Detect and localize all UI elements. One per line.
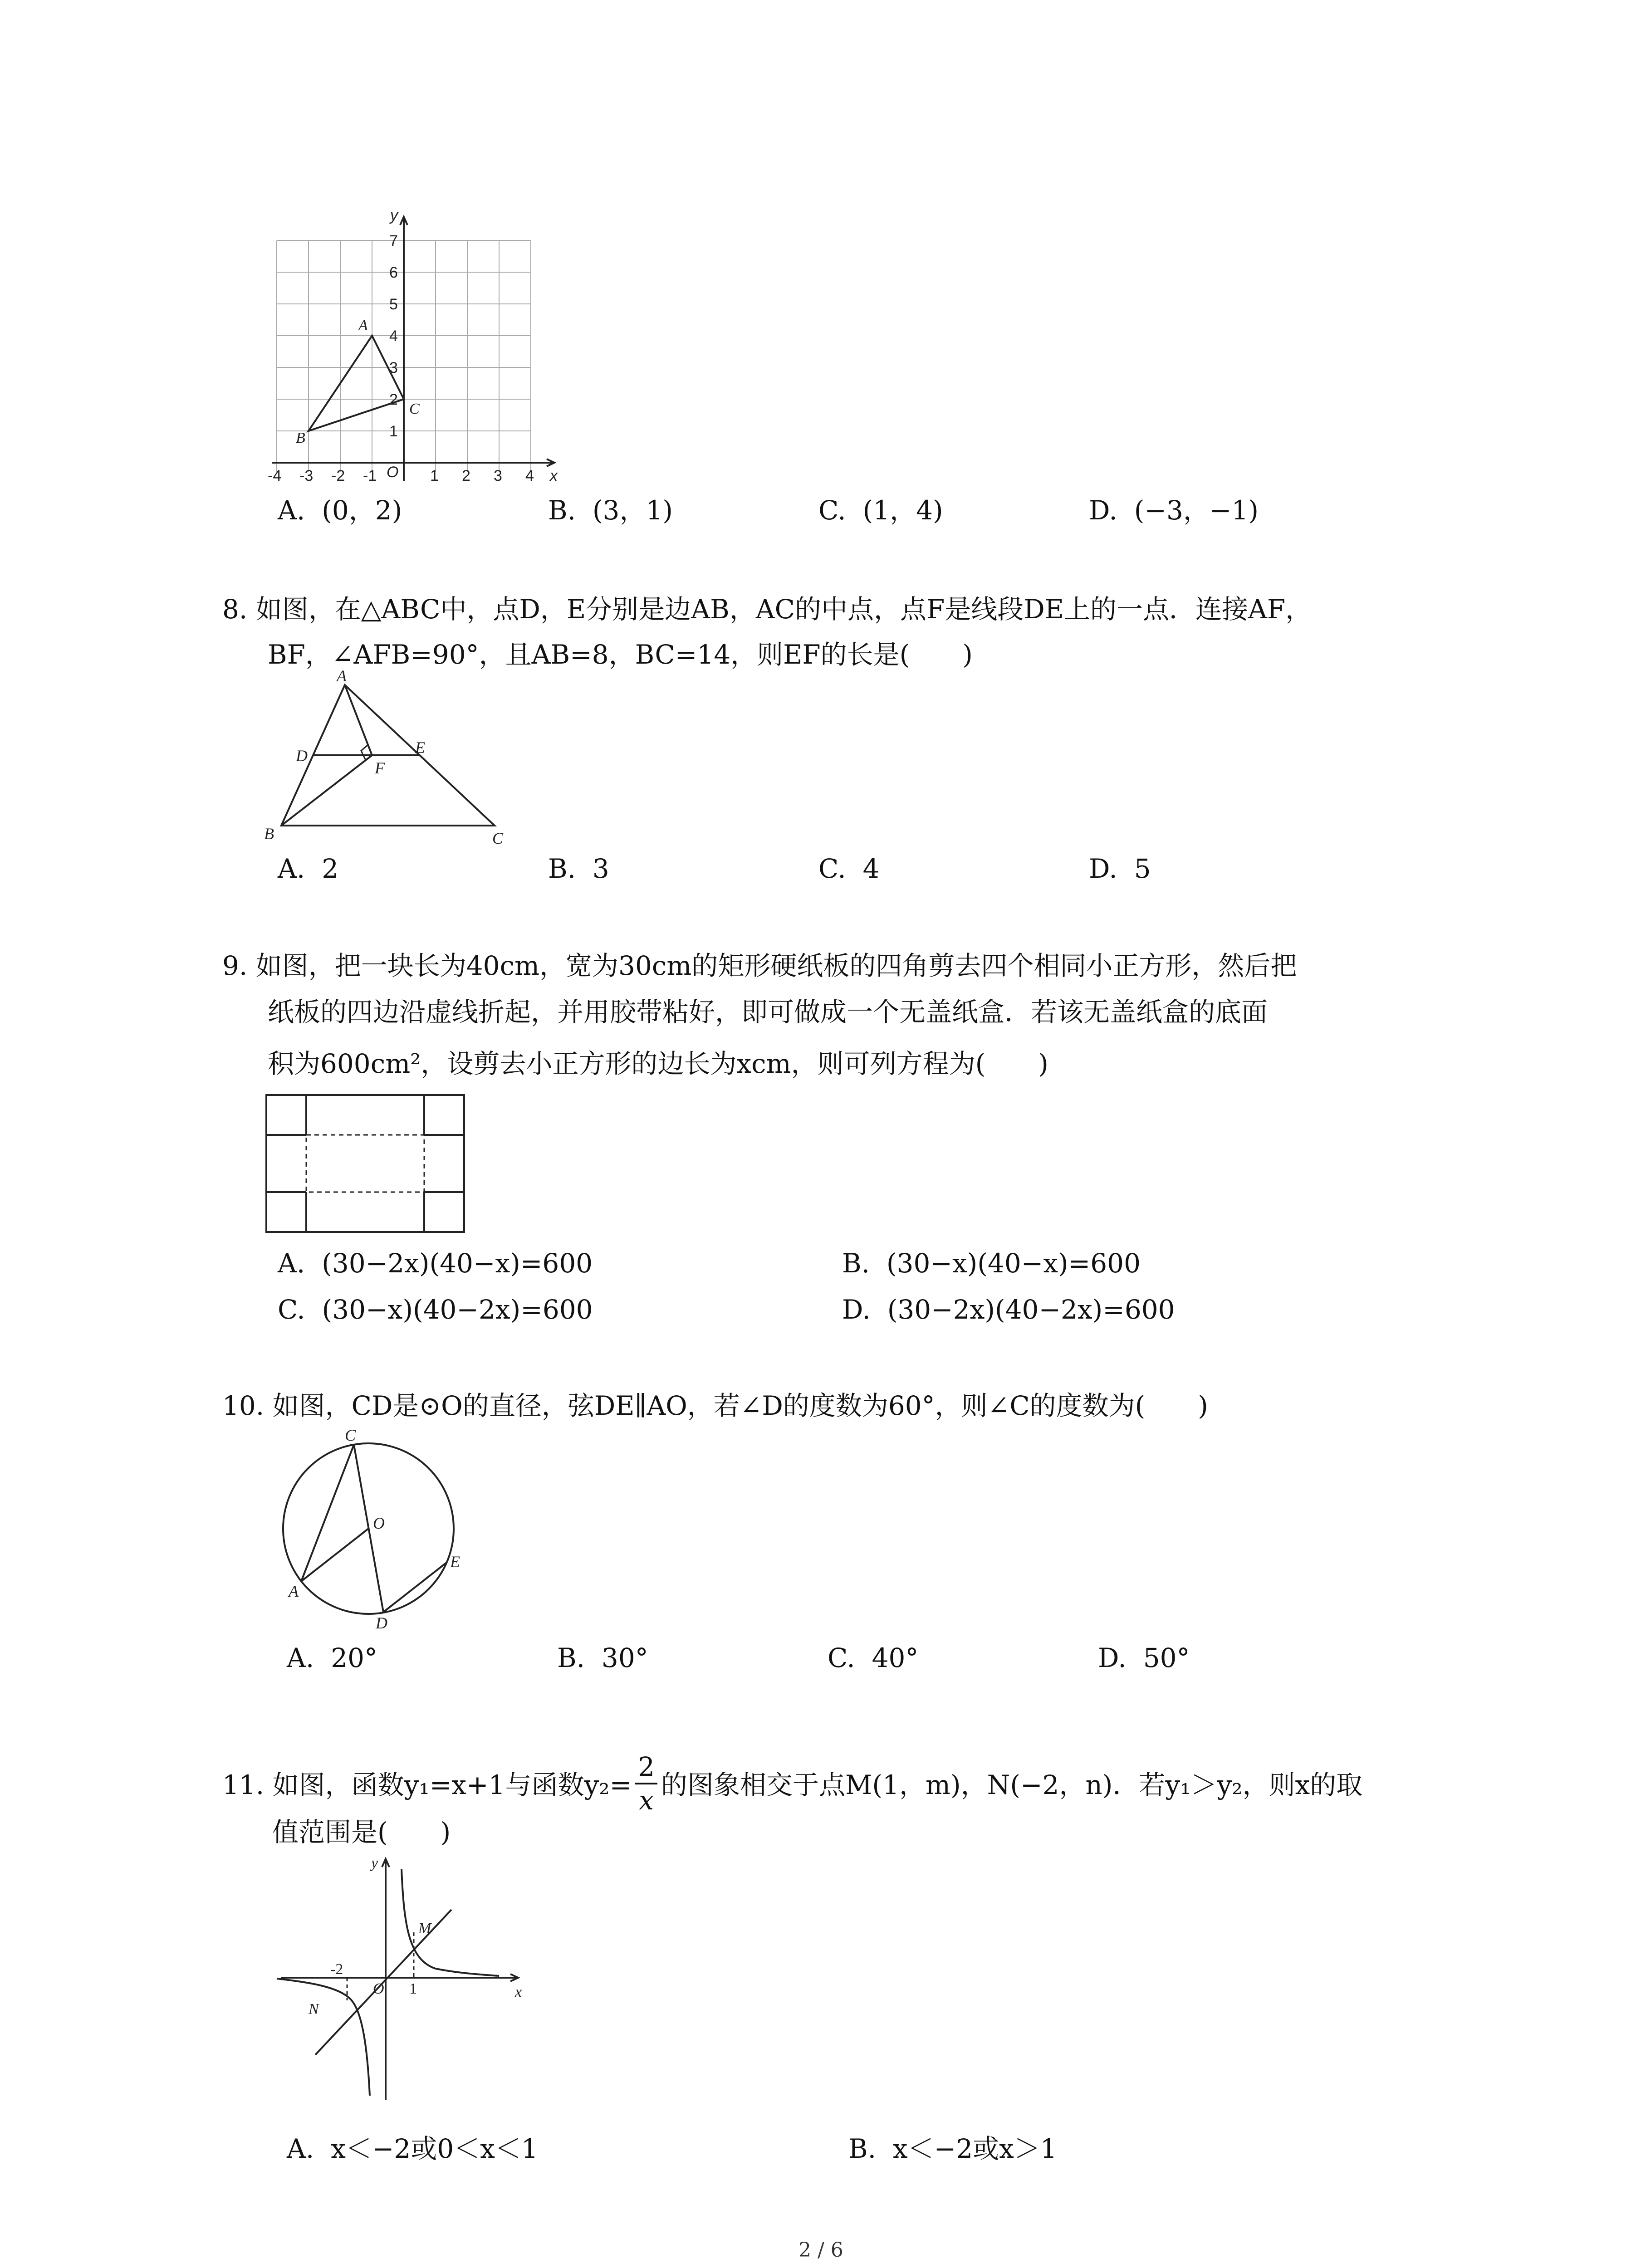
q9-option-c: C. (30−x)(40−2x)=600 bbox=[278, 1294, 593, 1325]
q10-option-d: D. 50° bbox=[1098, 1642, 1190, 1673]
q8-option-a: A. 2 bbox=[278, 853, 339, 884]
q10-point-a-label: A bbox=[289, 1582, 299, 1600]
q10-point-o-label: O bbox=[373, 1514, 385, 1532]
q10-circle-figure bbox=[272, 1426, 472, 1632]
q7-xtick: -4 bbox=[268, 467, 282, 484]
q11-point-n-label: N bbox=[309, 2001, 319, 2018]
q10-point-e-label: E bbox=[450, 1553, 460, 1571]
q8-text-line2: BF，∠AFB=90°，且AB=8，BC=14，则EF的长是( ) bbox=[268, 639, 973, 670]
q7-xtick: 3 bbox=[494, 467, 502, 484]
q7-option-b: B. (3，1) bbox=[548, 495, 673, 526]
q10-option-b: B. 30° bbox=[557, 1642, 648, 1673]
q7-ytick: 6 bbox=[389, 264, 398, 281]
q7-ytick: 2 bbox=[389, 391, 398, 408]
q10-point-c-label: C bbox=[345, 1426, 356, 1444]
q11-fraction-numerator: 2 bbox=[635, 1754, 657, 1784]
q11-text-part1: 11. 如图，函数y₁=x+1与函数y₂= bbox=[222, 1769, 632, 1801]
q11-xtick-neg2: -2 bbox=[330, 1961, 343, 1978]
q7-point-b-label: B bbox=[296, 430, 305, 446]
q7-ytick: 3 bbox=[389, 359, 398, 376]
q9-option-b: B. (30−x)(40−x)=600 bbox=[842, 1248, 1141, 1279]
q9-option-a: A. (30−2x)(40−x)=600 bbox=[278, 1248, 593, 1279]
q7-y-label: y bbox=[390, 207, 398, 224]
q8-point-b-label: B bbox=[264, 825, 274, 843]
q8-triangle-figure bbox=[259, 667, 513, 848]
q8-option-b: B. 3 bbox=[548, 853, 609, 884]
q11-origin-label: O bbox=[373, 1980, 384, 1997]
q7-xtick: 1 bbox=[430, 467, 439, 484]
q7-point-a-label: A bbox=[358, 317, 368, 334]
q8-point-d-label: D bbox=[296, 747, 308, 765]
q7-x-label: x bbox=[550, 467, 558, 484]
q9-cardboard-figure bbox=[265, 1094, 465, 1239]
q11-fraction bbox=[635, 1751, 657, 1816]
q11-text-line1 bbox=[222, 1751, 1363, 1817]
q7-option-c: C. (1，4) bbox=[818, 495, 943, 526]
q7-point-c-label: C bbox=[409, 401, 420, 417]
q7-xtick: -2 bbox=[331, 467, 345, 484]
q9-text-line3: 积为600cm²，设剪去小正方形的边长为xcm，则可列方程为( ) bbox=[268, 1048, 1048, 1079]
q10-option-c: C. 40° bbox=[828, 1642, 919, 1673]
q7-ytick: 1 bbox=[389, 423, 398, 440]
q11-text-line2: 值范围是( ) bbox=[272, 1817, 451, 1848]
q8-point-f-label: F bbox=[375, 759, 385, 777]
q11-option-a: A. x＜−2或0＜x＜1 bbox=[287, 2133, 538, 2164]
q11-fraction-denominator: x bbox=[639, 1785, 654, 1816]
q8-point-a-label: A bbox=[337, 667, 347, 685]
q11-function-graph bbox=[272, 1855, 526, 2109]
q8-option-c: C. 4 bbox=[818, 853, 880, 884]
q9-text-line2: 纸板的四边沿虚线折起，并用胶带粘好，即可做成一个无盖纸盒．若该无盖纸盒的底面 bbox=[268, 997, 1268, 1027]
q7-xtick: 4 bbox=[525, 467, 534, 484]
q10-point-d-label: D bbox=[376, 1614, 387, 1632]
q10-text-line1: 10. 如图，CD是⊙O的直径，弦DE∥AO，若∠D的度数为60°，则∠C的度数为( ) bbox=[222, 1390, 1208, 1421]
q11-text-part2: 的图象相交于点M(1，m)，N(−2，n)．若y₁＞y₂，则x的取 bbox=[661, 1769, 1363, 1801]
q9-text-line1: 9. 如图，把一块长为40cm，宽为30cm的矩形硬纸板的四角剪去四个相同小正方形，然后把 bbox=[222, 950, 1297, 981]
q11-y-axis-label: y bbox=[371, 1855, 378, 1872]
q7-xtick: -1 bbox=[363, 467, 377, 484]
q7-option-d: D. (−3，−1) bbox=[1089, 495, 1259, 526]
q7-origin: O bbox=[387, 464, 399, 481]
q7-coordinate-grid bbox=[268, 209, 567, 490]
q7-xtick: 2 bbox=[462, 467, 470, 484]
q11-xtick-1: 1 bbox=[409, 1980, 417, 1997]
q11-option-b: B. x＜−2或x＞1 bbox=[848, 2133, 1057, 2164]
q11-x-axis-label: x bbox=[515, 1984, 522, 2000]
q9-option-d: D. (30−2x)(40−2x)=600 bbox=[842, 1294, 1175, 1325]
q8-text-line1: 8. 如图，在△ABC中，点D，E分别是边AB，AC的中点，点F是线段DE上的一点．连接AF， bbox=[222, 594, 1312, 625]
q8-point-e-label: E bbox=[415, 738, 425, 757]
q7-xtick: -3 bbox=[299, 467, 314, 484]
q7-option-a: A. (0，2) bbox=[278, 495, 402, 526]
q8-point-c-label: C bbox=[492, 829, 504, 847]
page-number: 2 / 6 bbox=[798, 2239, 843, 2262]
q7-ytick: 5 bbox=[389, 296, 398, 313]
q11-point-m-label: M bbox=[418, 1920, 431, 1937]
q8-option-d: D. 5 bbox=[1089, 853, 1151, 884]
q7-ytick: 7 bbox=[389, 232, 398, 249]
q10-option-a: A. 20° bbox=[287, 1642, 377, 1673]
q7-ytick: 4 bbox=[389, 327, 398, 345]
